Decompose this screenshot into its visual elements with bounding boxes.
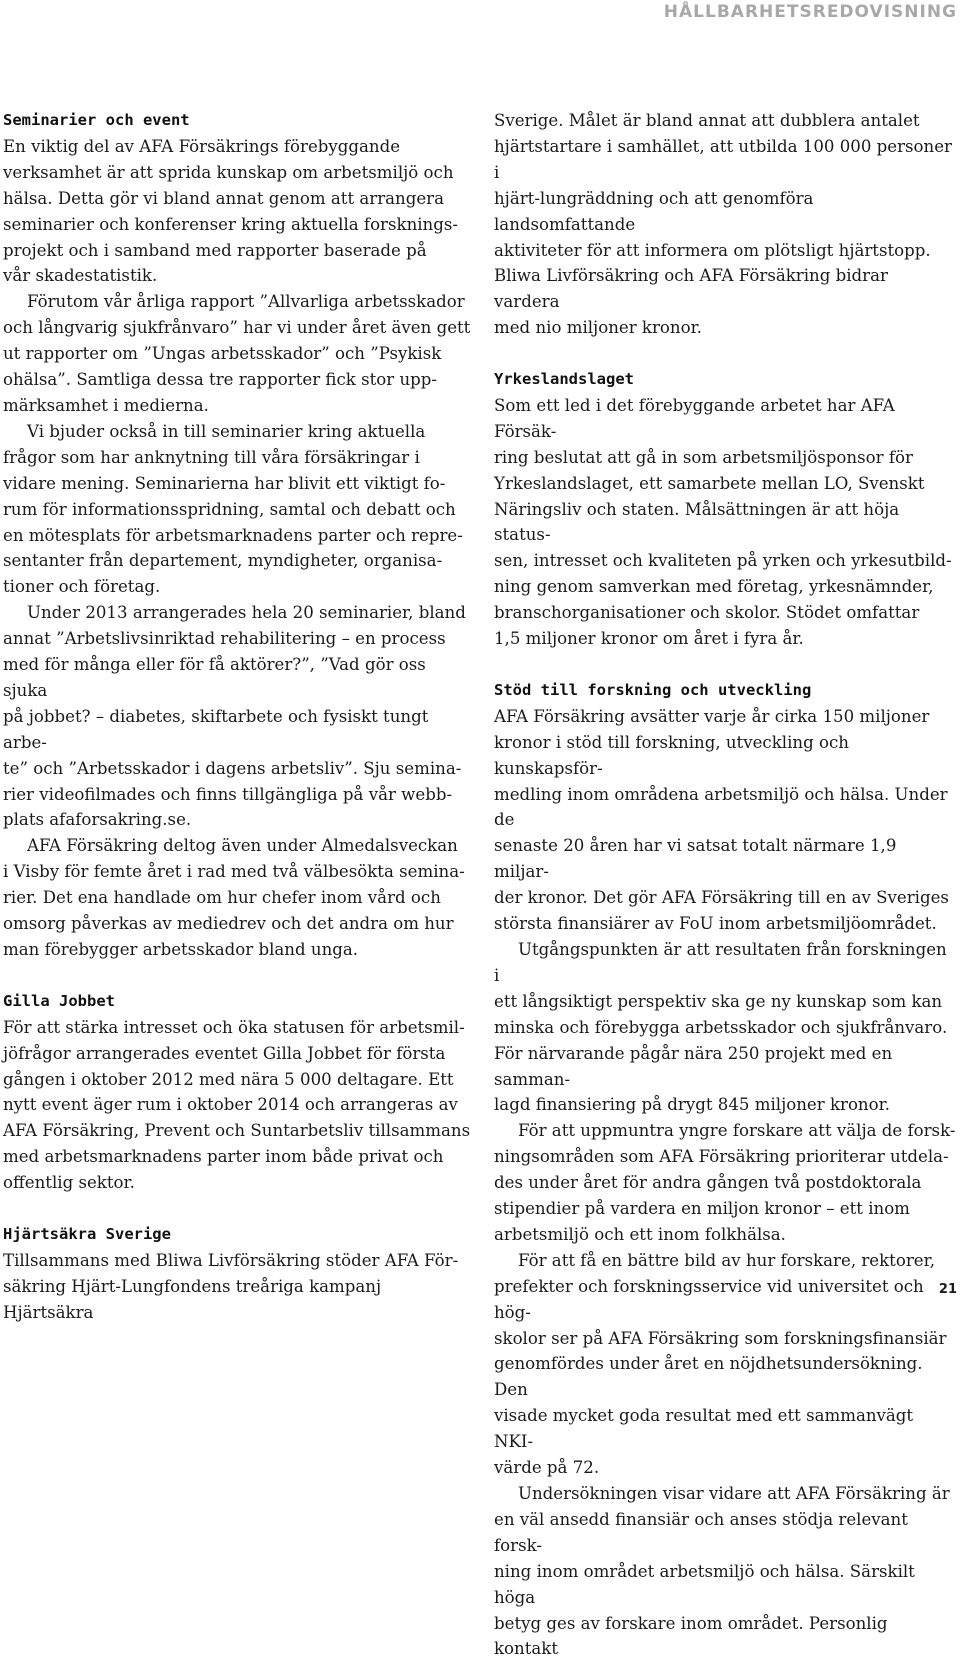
paragraph: AFA Försäkring deltog även under Almedalsveckan i Visby för femte året i rad med två välbesökta semina- rier. Det ena handlade om hur chefer inom vård och omsorg påverkas av mediedrev och det andra om hur man förebygger arbetsskador bland unga. bbox=[3, 836, 465, 959]
paragraph: För att uppmuntra yngre forskare att välja de forsk- ningsområden som AFA Försäkring prioriterar utdela- des under året för andra gången två postdoktorala stipendier på vardera en miljon kronor – ett inom arbetsmiljö och ett inom folkhälsa. bbox=[494, 1121, 956, 1244]
heading-hjartsakra-sverige: Hjärtsäkra Sverige bbox=[3, 1224, 171, 1243]
paragraph: AFA Försäkring avsätter varje år cirka 150 miljoner kronor i stöd till forskning, utveckling och kunskapsför- medling inom områdena arbetsmiljö och hälsa. Under de senaste 20 åren har vi satsat totalt närmare 1,9 miljar- der kronor. Det gör AFA Försäkring till en av Sveriges största finansiärer av FoU inom arbetsmiljöområdet. bbox=[494, 706, 949, 934]
paragraph: För att stärka intresset och öka statusen för arbetsmil- jöfrågor arrangerades eventet Gilla Jobbet för första gången i oktober 2012 med nära 5 000 deltagare. Ett nytt event äger rum i oktober 2014 och arrangeras av AFA Försäkring, Prevent och Suntarbetsliv tillsammans med arbetsmarknadens parter inom både privat och offentlig sektor. bbox=[3, 1017, 471, 1193]
heading-gilla-jobbet: Gilla Jobbet bbox=[3, 991, 115, 1010]
paragraph: Tillsammans med Bliwa Livförsäkring stöder AFA För- säkring Hjärt-Lungfondens treåriga kampanj Hjärtsäkra bbox=[3, 1250, 459, 1322]
paragraph: Vi bjuder också in till seminarier kring aktuella frågor som har anknytning till våra försäkringar i vidare mening. Seminarierna har blivit ett viktigt fo- rum för informationsspridning, samtal och debatt och en mötesplats för arbetsmarknadens parter och repre- sentanter från departement, myndigheter, organisa- tioner och företag. bbox=[3, 421, 463, 597]
heading-seminarier: Seminarier och event bbox=[3, 111, 190, 129]
paragraph: Undersökningen visar vidare att AFA Försäkring är en väl ansedd finansiär och anses stödja relevant forsk- ning inom området arbetsmiljö och hälsa. Särskilt höga betyg ges av forskare inom området. Personlig kontakt bbox=[494, 1484, 950, 1659]
heading-yrkeslandslaget: Yrkeslandslaget bbox=[494, 370, 634, 389]
page-number: 21 bbox=[938, 1282, 957, 1297]
heading-stod-till-forskning: Stöd till forskning och utveckling bbox=[494, 680, 812, 699]
right-column bbox=[494, 108, 956, 1662]
paragraph: Som ett led i det förebyggande arbetet har AFA Försäk- ring beslutat att gå in som arbetsmiljösponsor för Yrkeslandslaget, ett samarbete mellan LO, Svenskt Näringsliv och staten. Målsättningen är att höja status- sen, intresset och kvaliteten på yrken och yrkesutbild- ning genom samverkan med företag, yrkesnämnder, branschorganisationer och skolor. Stödet omfattar 1,5 miljoner kronor om året i fyra år. bbox=[494, 395, 952, 649]
paragraph: För att få en bättre bild av hur forskare, rektorer, prefekter och forskningsservice vid universitet och hög- skolor ser på AFA Försäkring som forskningsfinansiär genomfördes under året en nöjdhetsundersökning. Den visade mycket goda resultat med ett sammanvägt NKI- värde på 72. bbox=[494, 1250, 947, 1478]
running-header: HÅLLBARHETSREDOVISNING bbox=[663, 2, 957, 22]
section-gap bbox=[494, 341, 956, 367]
section-gap bbox=[494, 652, 956, 678]
section-gap bbox=[3, 1196, 473, 1222]
paragraph: Under 2013 arrangerades hela 20 seminarier, bland annat ”Arbetslivsinriktad rehabilitering – en process med för många eller för få aktörer?”, ”Vad gör oss sjuka på jobbet? – diabetes, skiftarbete och fysiskt tungt arbe- te” och ”Arbetsskador i dagens arbetsliv”. Sju semina- rier videofilmades och finns tillgängliga på vår webb- plats afaforsakring.se. bbox=[3, 603, 466, 830]
paragraph: Utgångspunkten är att resultaten från forskningen i ett långsiktigt perspektiv ska ge ny kunskap som kan minska och förebygga arbetsskador och sjukfrånvaro. För närvarande pågår nära 250 projekt med en samman- lagd finansiering på drygt 845 miljoner kronor. bbox=[494, 939, 948, 1115]
paragraph: En viktig del av AFA Försäkrings förebyggande verksamhet är att sprida kunskap om arbetsmiljö och hälsa. Detta gör vi bland annat genom att arrangera seminarier och konferenser kring aktuella forsknings- projekt och i samband med rapporter baserade på vår skadestatistik. bbox=[3, 136, 458, 286]
section-gap bbox=[3, 963, 473, 989]
left-column bbox=[3, 108, 473, 1326]
paragraph: Sverige. Målet är bland annat att dubblera antalet hjärtstartare i samhället, att utbilda 100 000 personer i hjärt-lungräddning och att genomföra landsomfattande aktiviteter för att informera om plötsligt hjärtstopp. Bliwa Livförsäkring och AFA Försäkring bidrar vardera med nio miljoner kronor. bbox=[494, 111, 952, 338]
paragraph: Förutom vår årliga rapport ”Allvarliga arbetsskador och långvarig sjukfrånvaro” har vi under året även gett ut rapporter om ”Ungas arbetsskador” och ”Psykisk ohälsa”. Samtliga dessa tre rapporter fick stor upp- märksamhet i medierna. bbox=[3, 292, 471, 415]
